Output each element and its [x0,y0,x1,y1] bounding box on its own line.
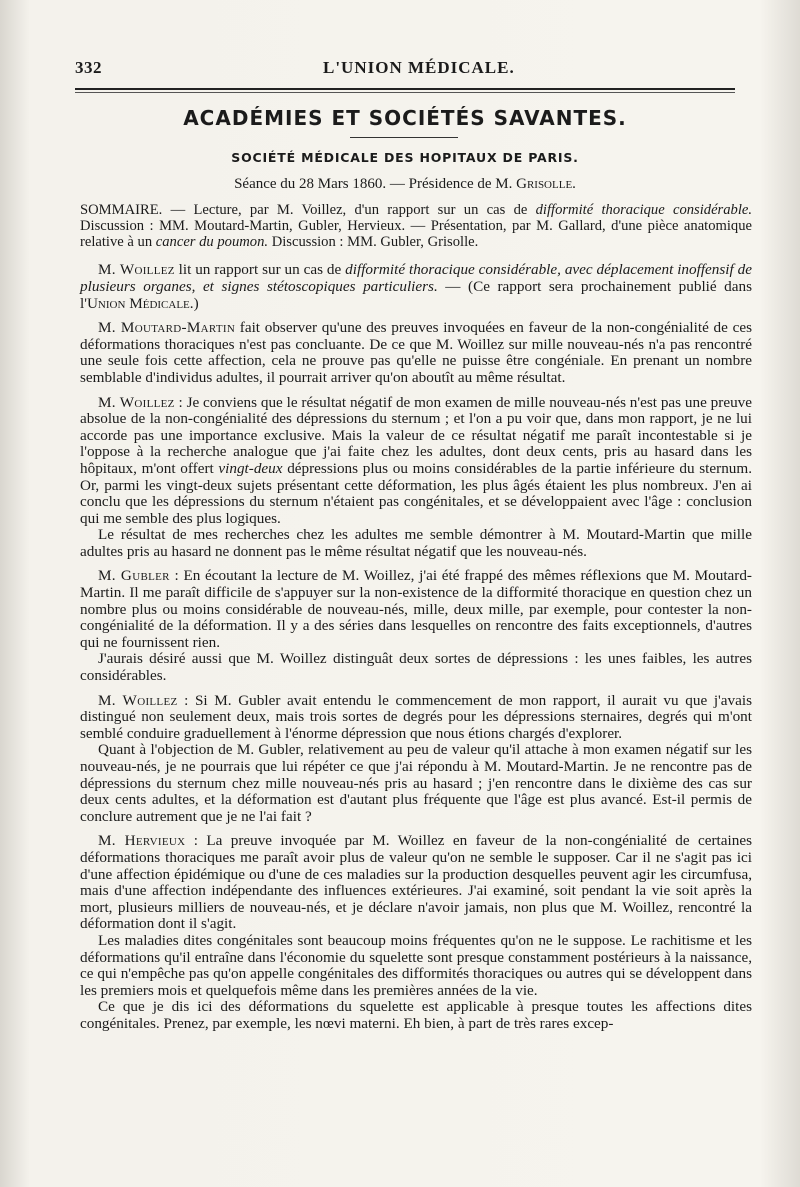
session-date: Séance du 28 Mars 1860. — Présidence de M. [234,176,517,192]
journal-title: L'UNION MÉDICALE. [323,58,515,77]
society-heading: SOCIÉTÉ MÉDICALE DES HOPITAUX DE PARIS. [231,150,579,165]
paragraph-woillez-report: M. Woillez lit un rapport sur un cas de difformité thoracique considérable, avec déplacement inoffensif de plusieurs organes, et signes stétoscopiques particuliers. — (Ce rapport sera prochainement publié dans l'Union Médicale.) [80,261,752,312]
speaker-name: M. Hervieux [98,832,186,850]
paragraph-woillez-reply: M. Woillez : Je conviens que le résultat négatif de mon examen de mille nouveau-nés n'est pas une preuve absolue de la non-congénialité des dépressions du sternum ; et l'on a pu voir que, dans mon rapport, je ne lui accorde pas une importance exclusive. Mais la valeur de ce résultat négatif me paraît incontestable si je l'oppose à la recherche analogue que j'ai faite chez les adultes, dont deux cents, pris au hasard dans les hôpitaux, m'ont offert vingt-deux dépressions plus ou moins considérables de la partie inférieure du sternum. Or, parmi les vingt-deux sujets présentant cette déformation, les plus âgés étaient les plus nombreux. J'en ai conclu que les dépressions du sternum n'étaient pas congénitales, et se développaient avec l'âge : conclusion qui me semble des plus logiques. [80,393,752,527]
paragraph-woillez-objection: Quant à l'objection de M. Gubler, relativement au peu de valeur qu'il attache à mon examen négatif sur les nouveau-nés, je ne pourrais que lui répéter ce que j'ai répondu à M. Moutard-Martin. Je ne rencontre pas de dépressions du sternum chez mille nouveau-nés pris au hasard ; j'en rencontre dans le dixième des cas sur deux cents adultes, et la déformation est d'autant plus fréquente que l'âge est plus avancé. Est-il permis de conclure autrement que je ne l'ai fait ? [80,741,752,825]
sommaire-label: SOMMAIRE. [80,202,163,218]
paragraph-gubler: M. Gubler : En écoutant la lecture de M. Woillez, j'ai été frappé des mêmes réflexions que M. Moutard-Martin. Il me paraît difficile de s'appuyer sur la non-existence de la difformité thoracique en question chez un nombre plus ou moins considérable de nouveau-nés, mille, deux mille, par exemple, pour contester la non-congénialité de la déformation. Il y a des séries dans lesquelles on rencontre des faits exceptionnels, d'autres qui ne fournissent rien. [80,567,752,651]
speaker-name: M. Moutard-Martin [98,319,236,337]
page-number: 332 [75,58,102,77]
speaker-name: M. Woillez [98,261,175,279]
paragraph-moutard-martin: M. Moutard-Martin fait observer qu'une des preuves invoquées en faveur de la non-congénialité de ces déformations thoraciques n'est pas concluante. De ce que M. Woillez sur mille nouveau-nés n'a pas rencontré une seule fois cette affection, cela ne prouve pas qu'elle ne puisse être congéniale. En prenant un nombre semblable d'individus adultes, il pourrait arriver qu'on aboutît au même résultat. [80,319,752,386]
running-head [75,58,735,82]
speaker-name: M. Woillez [98,691,178,709]
sommaire-paragraph: SOMMAIRE. — Lecture, par M. Voillez, d'un rapport sur un cas de difformité thoracique considérable. Discussion : MM. Moutard-Martin, Gubler, Hervieux. — Présentation, par M. Gallard, d'une pièce anatomique relative à un cancer du poumon. Discussion : MM. Gubler, Grisolle. [80,202,752,250]
section-title: ACADÉMIES ET SOCIÉTÉS SAVANTES. [183,106,627,130]
speaker-name: M. Gubler [98,567,170,585]
speaker-name: M. Woillez [98,393,175,411]
header-rule-thin [75,92,735,93]
header-rule [75,88,735,90]
session-president: Grisolle [516,176,573,192]
session-line: Séance du 28 Mars 1860. — Présidence de M. Grisolle. [234,176,576,192]
article-body [80,203,752,1033]
title-divider [350,137,458,138]
paragraph-gubler-wish: J'aurais désiré aussi que M. Woillez distinguât deux sortes de dépressions : les unes faibles, les autres considérables. [80,650,752,685]
paragraph-congenital-diseases: Les maladies dites congénitales sont beaucoup moins fréquentes qu'on ne le suppose. Le rachitisme et les déformations qu'il entraîne dans l'économie du squelette sont presque constamment postérieurs à la naissance, ce qui n'empêche pas qu'on appelle congénitales des difformités thoraciques ou autres qui se développent dans les premiers mois et quelquefois même dans les premières années de la vie. [80,931,752,999]
paragraph-hervieux: M. Hervieux : La preuve invoquée par M. Woillez en faveur de la non-congénialité de certaines déformations thoraciques me paraît avoir plus de valeur qu'on ne semble le supposer. Car il ne s'agit pas ici d'une affection épidémique ou d'une de ces maladies sur la production desquelles peuvent agir les circumfusa, mais d'une affection indépendante des influences extérieures. J'ai examiné, soit pendant la vie soit après la mort, plusieurs milliers de nouveau-nés, et je déclare n'avoir jamais, non plus que M. Woillez, rencontré la déformation dont il s'agit. [80,832,752,933]
paragraph-woillez-answer: M. Woillez : Si M. Gubler avait entendu le commencement de mon rapport, il aurait vu que j'avais distingué non seulement deux, mais trois sortes de degrés pour les dépressions sternaires, degrés qui m'ont semblé conduire graduellement à l'énorme dépression que nous étions chargés d'explorer. [80,691,752,742]
paragraph-woillez-result: Le résultat de mes recherches chez les adultes me semble démontrer à M. Moutard-Martin que mille adultes pris au hasard ne donnent pas le même résultat négatif que les nouveau-nés. [80,526,752,560]
paragraph-skeleton-deformations: Ce que je dis ici des déformations du squelette est applicable à presque toutes les affections dites congénitales. Prenez, par exemple, les nœvi materni. Eh bien, à part de très rares excep- [80,998,752,1032]
